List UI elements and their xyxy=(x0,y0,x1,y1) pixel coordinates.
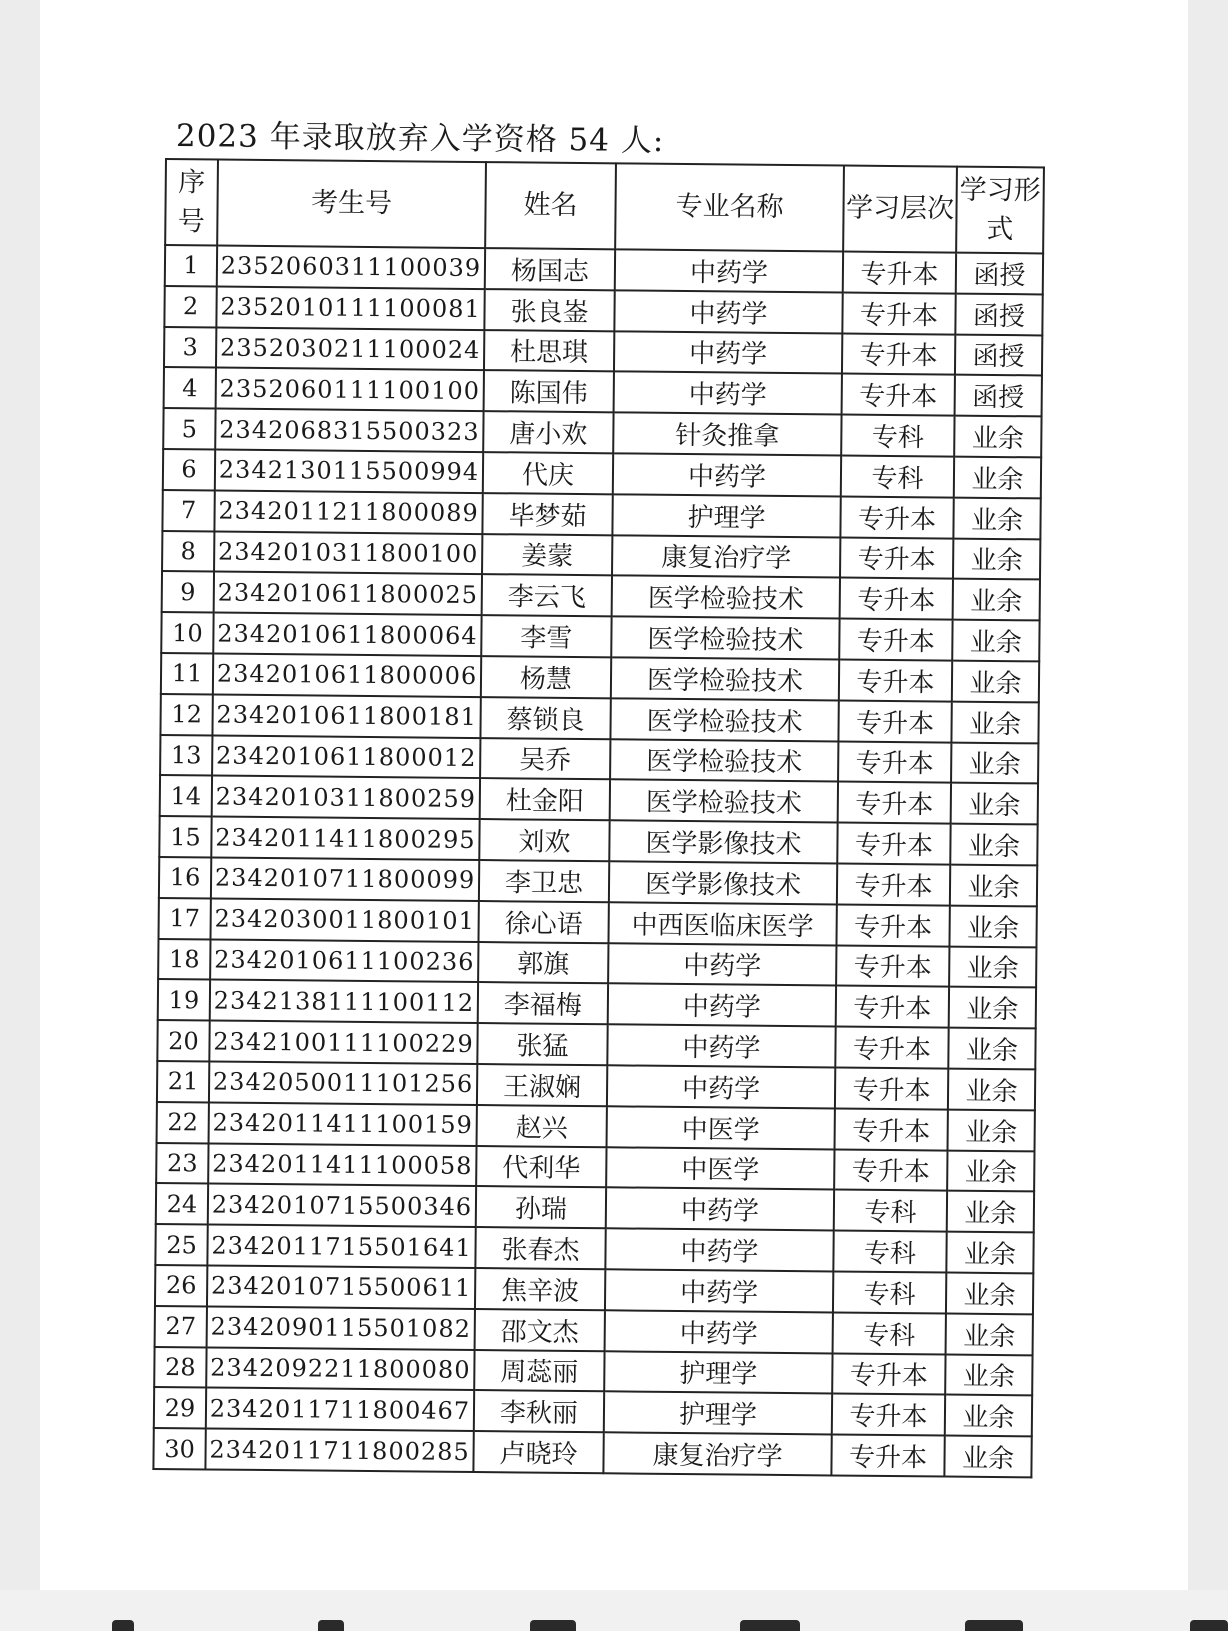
cell-seq: 26 xyxy=(155,1265,207,1306)
cell-form: 业余 xyxy=(953,579,1040,621)
cell-major: 中药学 xyxy=(605,1310,833,1353)
cell-exam-no: 2342010611800012 xyxy=(212,735,480,778)
cell-exam-no: 2342030011800101 xyxy=(211,898,479,941)
header-seq: 序号 xyxy=(165,159,218,245)
cell-seq: 14 xyxy=(160,775,212,816)
cell-exam-no: 2342068315500323 xyxy=(215,409,483,452)
cell-level: 专升本 xyxy=(831,1435,944,1477)
cell-seq: 4 xyxy=(164,367,216,408)
table-body xyxy=(153,245,1043,1477)
cell-major: 医学检验技术 xyxy=(612,576,840,619)
cell-level: 专升本 xyxy=(834,1149,947,1191)
cell-exam-no: 2352030211100024 xyxy=(216,327,484,370)
toolbar-icon-3[interactable] xyxy=(530,1620,576,1631)
cell-form: 业余 xyxy=(953,538,1040,580)
cell-form: 业余 xyxy=(947,1150,1034,1192)
cell-name: 蔡锁良 xyxy=(480,697,610,739)
cell-exam-no: 2342011411800295 xyxy=(211,817,479,860)
cell-level: 专升本 xyxy=(840,537,953,579)
table-header-row xyxy=(165,159,1044,253)
cell-seq: 12 xyxy=(160,694,212,735)
cell-seq: 29 xyxy=(154,1387,206,1428)
cell-major: 医学检验技术 xyxy=(611,616,839,659)
cell-level: 专升本 xyxy=(839,619,952,661)
cell-major: 中药学 xyxy=(605,1269,833,1312)
cell-level: 专升本 xyxy=(842,333,955,375)
header-major: 专业名称 xyxy=(615,163,844,251)
cell-name: 杨国志 xyxy=(485,248,615,290)
cell-level: 专升本 xyxy=(832,1394,945,1436)
cell-seq: 6 xyxy=(163,449,215,490)
cell-form: 业余 xyxy=(948,1109,1035,1151)
cell-name: 毕梦茹 xyxy=(482,493,612,535)
cell-major: 医学影像技术 xyxy=(609,820,837,863)
cell-form: 业余 xyxy=(949,905,1036,947)
cell-exam-no: 2342011715501641 xyxy=(207,1225,475,1268)
cell-exam-no: 2342010711800099 xyxy=(211,857,479,900)
toolbar-icon-4[interactable] xyxy=(740,1620,800,1631)
cell-level: 专升本 xyxy=(843,252,956,294)
cell-major: 医学检验技术 xyxy=(611,657,839,700)
cell-major: 中药学 xyxy=(615,249,843,292)
cell-form: 业余 xyxy=(945,1354,1032,1396)
cell-form: 业余 xyxy=(952,661,1039,703)
cell-level: 专升本 xyxy=(840,496,953,538)
cell-major: 中药学 xyxy=(613,453,841,496)
cell-major: 针灸推拿 xyxy=(613,413,841,456)
toolbar-icon-5[interactable] xyxy=(965,1620,1023,1631)
cell-seq: 22 xyxy=(157,1102,209,1143)
cell-form: 业余 xyxy=(949,987,1036,1029)
cell-level: 专升本 xyxy=(835,1027,948,1069)
cell-level: 专科 xyxy=(833,1271,946,1313)
cell-major: 中药学 xyxy=(608,943,836,986)
cell-major: 中西医临床医学 xyxy=(608,902,836,945)
cell-exam-no: 2342011411100159 xyxy=(209,1102,477,1145)
cell-exam-no: 2342010715500611 xyxy=(207,1265,475,1308)
cell-seq: 25 xyxy=(155,1224,207,1265)
cell-name: 赵兴 xyxy=(477,1105,607,1147)
cell-name: 杨慧 xyxy=(481,656,611,698)
cell-exam-no: 2342090115501082 xyxy=(207,1306,475,1349)
cell-name: 张良崟 xyxy=(484,289,614,331)
toolbar-icon-1[interactable] xyxy=(112,1620,134,1631)
cell-seq: 20 xyxy=(157,1020,209,1061)
cell-form: 业余 xyxy=(948,1028,1035,1070)
header-form: 学习形式 xyxy=(956,167,1044,254)
cell-form: 业余 xyxy=(949,946,1036,988)
cell-level: 专升本 xyxy=(835,1108,948,1150)
cell-major: 中药学 xyxy=(607,1065,835,1108)
cell-form: 业余 xyxy=(950,824,1037,866)
cell-form: 函授 xyxy=(955,334,1042,376)
cell-level: 专升本 xyxy=(837,863,950,905)
cell-name: 焦辛波 xyxy=(475,1268,605,1310)
cell-seq: 11 xyxy=(161,653,213,694)
cell-name: 王淑娴 xyxy=(477,1064,607,1106)
cell-major: 中药学 xyxy=(608,984,836,1027)
cell-seq: 7 xyxy=(162,490,214,531)
cell-exam-no: 2342010611800006 xyxy=(213,653,481,696)
cell-name: 杜思琪 xyxy=(484,330,614,372)
cell-exam-no: 2342011411100058 xyxy=(208,1143,476,1186)
cell-name: 杜金阳 xyxy=(480,778,610,820)
cell-level: 专升本 xyxy=(842,292,955,334)
cell-exam-no: 2342092211800080 xyxy=(206,1347,474,1390)
cell-seq: 28 xyxy=(154,1346,206,1387)
cell-seq: 30 xyxy=(153,1428,205,1469)
cell-major: 护理学 xyxy=(612,494,840,537)
toolbar-icon-6[interactable] xyxy=(1190,1620,1228,1631)
cell-form: 业余 xyxy=(954,416,1041,458)
cell-major: 中药学 xyxy=(605,1228,833,1271)
header-level: 学习层次 xyxy=(843,166,957,253)
cell-exam-no: 2342010611800064 xyxy=(213,613,481,656)
cell-exam-no: 2342010611800181 xyxy=(212,694,480,737)
table-row xyxy=(153,1428,1031,1477)
cell-form: 业余 xyxy=(953,497,1040,539)
cell-seq: 23 xyxy=(156,1142,208,1183)
cell-form: 业余 xyxy=(948,1068,1035,1110)
cell-seq: 24 xyxy=(156,1183,208,1224)
cell-name: 陈国伟 xyxy=(484,370,614,412)
cell-exam-no: 2342010311800259 xyxy=(212,776,480,819)
cell-seq: 3 xyxy=(164,327,216,368)
cell-name: 李秋丽 xyxy=(474,1390,604,1432)
cell-seq: 21 xyxy=(157,1061,209,1102)
cell-form: 业余 xyxy=(946,1313,1033,1355)
cell-name: 张春杰 xyxy=(475,1227,605,1269)
cell-major: 中药学 xyxy=(606,1188,834,1231)
header-exam-no: 考生号 xyxy=(217,160,486,249)
cell-level: 专升本 xyxy=(832,1353,945,1395)
cell-major: 中医学 xyxy=(606,1147,834,1190)
cell-level: 专升本 xyxy=(836,904,949,946)
cell-name: 李云飞 xyxy=(482,574,612,616)
cell-name: 徐心语 xyxy=(478,901,608,943)
cell-seq: 15 xyxy=(159,816,211,857)
cell-form: 业余 xyxy=(951,701,1038,743)
cell-level: 专升本 xyxy=(836,986,949,1028)
cell-major: 中药学 xyxy=(614,372,842,415)
cell-major: 康复治疗学 xyxy=(603,1432,831,1475)
cell-form: 业余 xyxy=(950,865,1037,907)
cell-name: 李福梅 xyxy=(478,982,608,1024)
cell-level: 专升本 xyxy=(835,1067,948,1109)
cell-level: 专升本 xyxy=(842,374,955,416)
cell-level: 专升本 xyxy=(838,700,951,742)
cell-exam-no: 2342050011101256 xyxy=(209,1061,477,1104)
cell-form: 函授 xyxy=(956,253,1043,295)
cell-seq: 16 xyxy=(159,857,211,898)
document-page xyxy=(40,0,1188,1590)
header-name: 姓名 xyxy=(485,162,616,249)
cell-exam-no: 2342138111100112 xyxy=(210,980,478,1023)
cell-name: 郭旗 xyxy=(478,942,608,984)
cell-name: 李雪 xyxy=(481,615,611,657)
cell-major: 护理学 xyxy=(604,1351,832,1394)
cell-seq: 18 xyxy=(158,939,210,980)
cell-level: 专科 xyxy=(841,455,954,497)
cell-seq: 27 xyxy=(155,1306,207,1347)
cell-name: 卢晓玲 xyxy=(473,1431,603,1473)
cell-level: 专升本 xyxy=(836,945,949,987)
cell-major: 护理学 xyxy=(604,1392,832,1435)
cell-level: 专科 xyxy=(841,415,954,457)
cell-form: 函授 xyxy=(955,293,1042,335)
cell-name: 周蕊丽 xyxy=(474,1350,604,1392)
cell-seq: 5 xyxy=(163,408,215,449)
cell-seq: 17 xyxy=(159,898,211,939)
cell-seq: 8 xyxy=(162,531,214,572)
cell-name: 张猛 xyxy=(477,1023,607,1065)
cell-major: 中药学 xyxy=(614,290,842,333)
cell-form: 业余 xyxy=(951,742,1038,784)
cell-major: 中药学 xyxy=(614,331,842,374)
cell-exam-no: 2342130115500994 xyxy=(215,449,483,492)
cell-seq: 2 xyxy=(164,286,216,327)
cell-form: 业余 xyxy=(954,457,1041,499)
cell-form: 业余 xyxy=(947,1191,1034,1233)
admission-table-wrapper xyxy=(152,158,1045,1478)
cell-exam-no: 2342010311800100 xyxy=(214,531,482,574)
cell-major: 康复治疗学 xyxy=(612,535,840,578)
cell-level: 专升本 xyxy=(838,782,951,824)
cell-level: 专升本 xyxy=(840,578,953,620)
cell-form: 业余 xyxy=(946,1272,1033,1314)
toolbar-icon-2[interactable] xyxy=(318,1620,344,1631)
cell-level: 专科 xyxy=(834,1190,947,1232)
cell-level: 专升本 xyxy=(838,741,951,783)
cell-major: 医学影像技术 xyxy=(609,861,837,904)
cell-form: 业余 xyxy=(951,783,1038,825)
cell-exam-no: 2352060311100039 xyxy=(217,246,485,289)
cell-form: 业余 xyxy=(946,1232,1033,1274)
cell-exam-no: 2342011211800089 xyxy=(214,490,482,533)
cell-name: 邵文杰 xyxy=(475,1309,605,1351)
cell-level: 专科 xyxy=(833,1312,946,1354)
cell-form: 函授 xyxy=(955,375,1042,417)
cell-name: 姜蒙 xyxy=(482,534,612,576)
cell-name: 代利华 xyxy=(476,1146,606,1188)
cell-exam-no: 2342011711800285 xyxy=(205,1429,473,1472)
cell-name: 刘欢 xyxy=(479,819,609,861)
cell-seq: 1 xyxy=(165,245,217,286)
cell-exam-no: 2342100111100229 xyxy=(209,1021,477,1064)
cell-major: 医学检验技术 xyxy=(610,739,838,782)
cell-exam-no: 2342010715500346 xyxy=(208,1184,476,1227)
cell-exam-no: 2342010611800025 xyxy=(214,572,482,615)
cell-name: 李卫忠 xyxy=(479,860,609,902)
cell-level: 专科 xyxy=(833,1231,946,1273)
cell-name: 孙瑞 xyxy=(476,1186,606,1228)
page-title: 2023 年录取放弃入学资格 54 人: xyxy=(175,118,665,160)
cell-form: 业余 xyxy=(945,1395,1032,1437)
cell-form: 业余 xyxy=(944,1436,1031,1478)
cell-form: 业余 xyxy=(952,620,1039,662)
bottom-toolbar xyxy=(0,1590,1228,1631)
cell-level: 专升本 xyxy=(839,659,952,701)
cell-seq: 9 xyxy=(162,571,214,612)
cell-exam-no: 2342011711800467 xyxy=(206,1388,474,1431)
cell-major: 医学检验技术 xyxy=(610,780,838,823)
cell-exam-no: 2352060111100100 xyxy=(216,368,484,411)
cell-major: 中药学 xyxy=(607,1024,835,1067)
cell-seq: 13 xyxy=(160,735,212,776)
cell-seq: 19 xyxy=(158,979,210,1020)
cell-name: 吴乔 xyxy=(480,738,610,780)
cell-major: 医学检验技术 xyxy=(610,698,838,741)
cell-exam-no: 2352010111100081 xyxy=(216,286,484,329)
cell-level: 专升本 xyxy=(837,823,950,865)
cell-name: 唐小欢 xyxy=(483,411,613,453)
cell-major: 中医学 xyxy=(607,1106,835,1149)
cell-seq: 10 xyxy=(161,612,213,653)
cell-name: 代庆 xyxy=(483,452,613,494)
cell-exam-no: 2342010611100236 xyxy=(210,939,478,982)
admission-table xyxy=(152,158,1045,1478)
